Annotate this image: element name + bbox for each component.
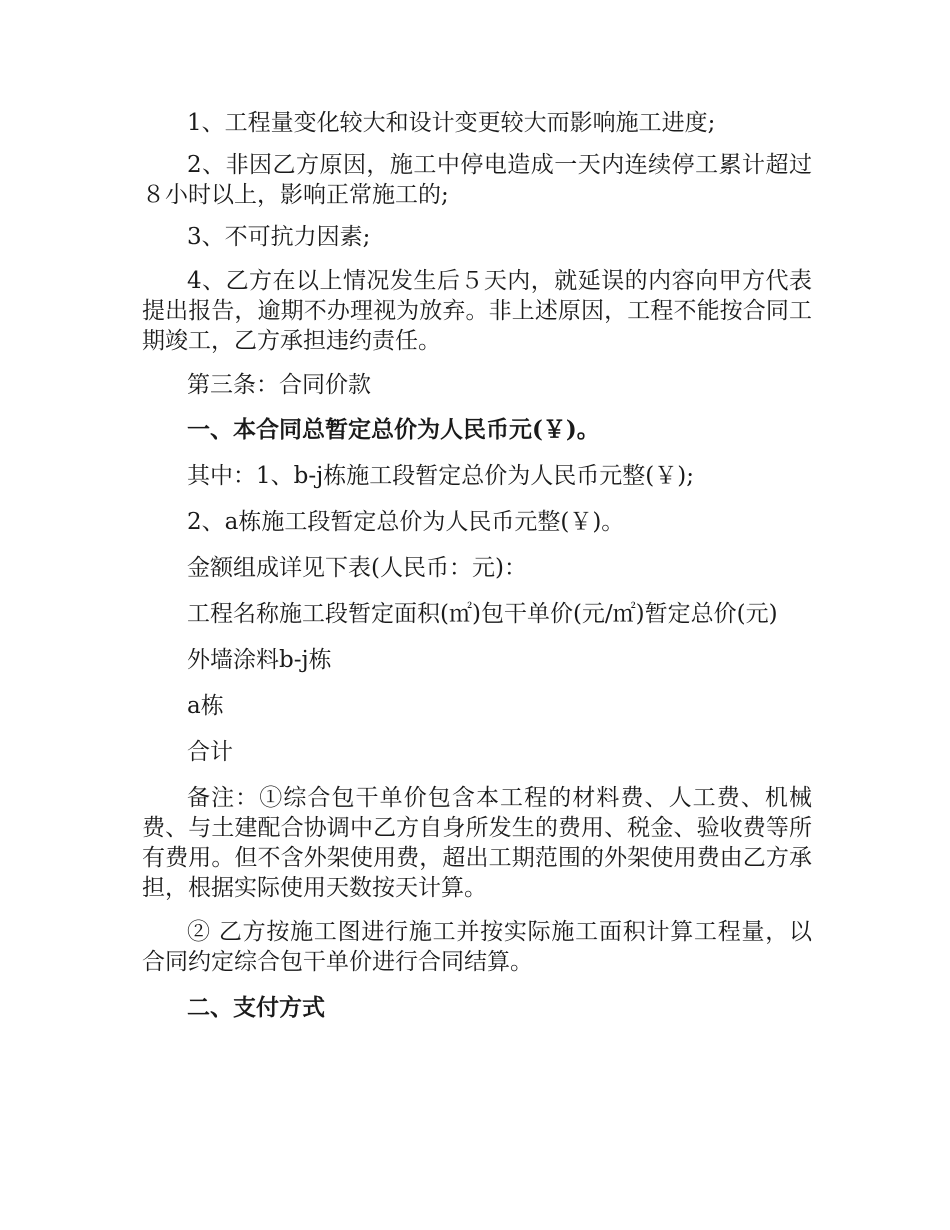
document-page bbox=[142, 108, 812, 1039]
table-row-a: a栋 bbox=[187, 693, 224, 719]
clause-item-1: 1、工程量变化较大和设计变更较大而影响施工进度; bbox=[187, 110, 716, 136]
clause-item-2: 2、非因乙方原因，施工中停电造成一天内连续停工累计超过８小时以上，影响正常施工的; bbox=[142, 152, 812, 208]
clause-item-3: 3、不可抗力因素; bbox=[187, 224, 371, 250]
remark-2: ② 乙方按施工图进行施工并按实际施工面积计算工程量，以合同约定综合包干单价进行合同结算。 bbox=[142, 919, 812, 975]
price-item-1: 其中：1、b-j栋施工段暂定总价为人民币元整(￥); bbox=[187, 463, 694, 489]
clause-item-4: 4、乙方在以上情况发生后５天内，就延误的内容向甲方代表提出报告，逾期不办理视为放弃。非上述原因，工程不能按合同工期竣工，乙方承担违约责任。 bbox=[142, 268, 812, 354]
table-header-line: 工程名称施工段暂定面积(㎡)包干单价(元/㎡)暂定总价(元) bbox=[187, 601, 778, 627]
section-heading-payment: 二、支付方式 bbox=[187, 994, 325, 1021]
section-heading-price: 一、本合同总暂定总价为人民币元(￥)。 bbox=[187, 416, 600, 443]
price-item-2: 2、a栋施工段暂定总价为人民币元整(￥)。 bbox=[187, 509, 625, 535]
table-row-b-j: 外墙涂料b-j栋 bbox=[187, 647, 332, 673]
table-row-total: 合计 bbox=[187, 739, 233, 765]
remark-1: 备注：①综合包干单价包含本工程的材料费、人工费、机械费、与土建配合协调中乙方自身所发生的费用、税金、验收费等所有费用。但不含外架使用费，超出工期范围的外架使用费由乙方承担，根据实际使用天数按天计算。 bbox=[142, 785, 812, 901]
article-heading: 第三条：合同价款 bbox=[187, 372, 371, 398]
amount-table-intro: 金额组成详见下表(人民币：元)： bbox=[187, 555, 527, 581]
